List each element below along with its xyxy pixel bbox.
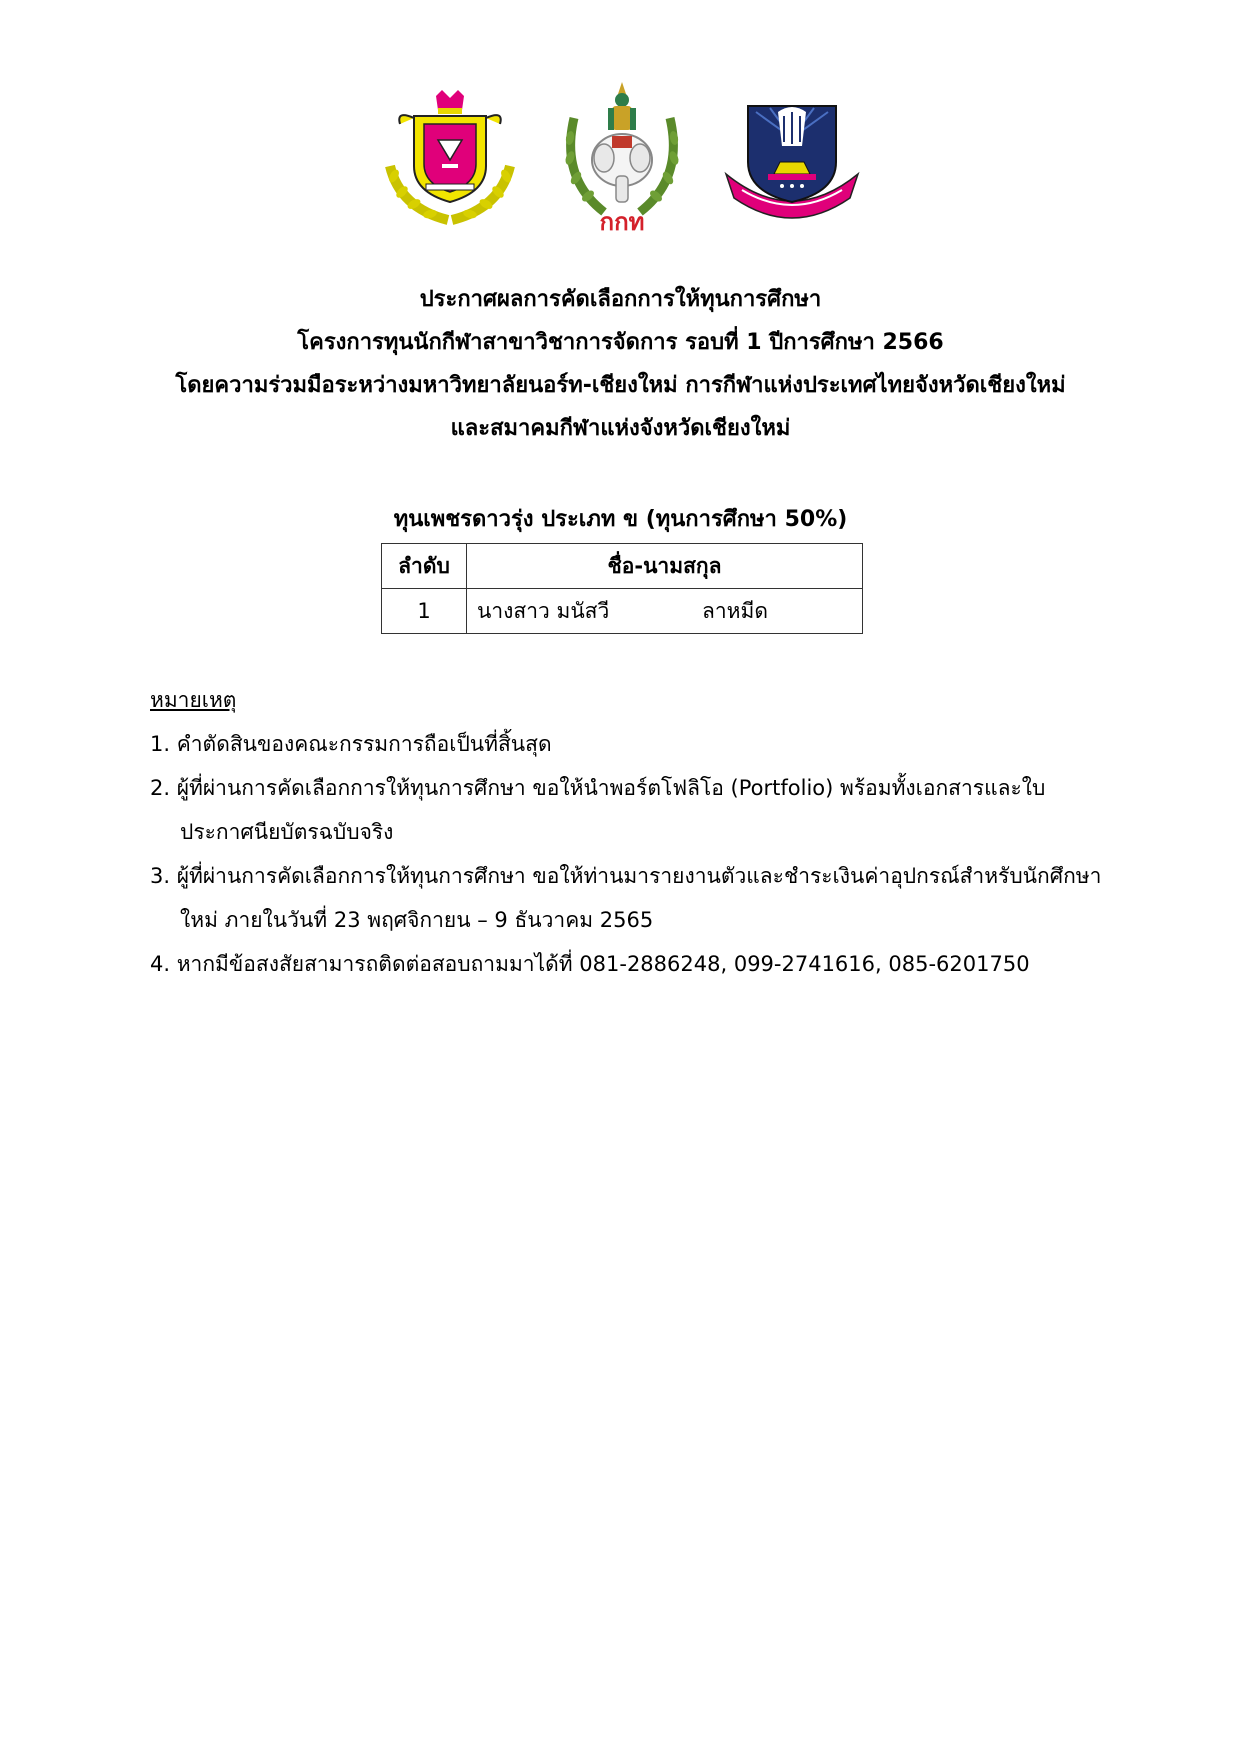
note-item-3: 3. ผู้ที่ผ่านการคัดเลือกการให้ทุนการศึกษา ขอให้ท่านมารายงานตัวและชำระเงินค่าอุปกรณ์สำหรับนักศึกษา xyxy=(150,864,1102,888)
column-header-name: ชื่อ-นามสกุล xyxy=(467,544,863,589)
notes-heading: หมายเหตุ xyxy=(150,688,237,712)
logo-row xyxy=(0,78,1241,238)
scholarship-caption: ทุนเพชรดาวรุ่ง ประเภท ข (ทุนการศึกษา 50%) xyxy=(393,507,848,532)
notes-section xyxy=(150,678,1110,986)
note-item-4: 4. หากมีข้อสงสัยสามารถติดต่อสอบถามมาได้ที่ 081-2886248, 099-2741616, 085-6201750 xyxy=(150,952,1030,976)
student-first-name: นางสาว มนัสวี xyxy=(477,598,610,623)
note-item-2-continued: ประกาศนียบัตรฉบับจริง xyxy=(180,820,394,844)
row-number: 1 xyxy=(382,589,467,634)
title-line-3: โดยความร่วมมือระหว่างมหาวิทยาลัยนอร์ท-เชียงใหม่ การกีฬาแห่งประเทศไทยจังหวัดเชียงใหม่ xyxy=(175,373,1066,398)
university-crest-icon xyxy=(722,98,862,228)
announcement-title xyxy=(0,278,1241,450)
table-header-row xyxy=(382,544,863,589)
table-row xyxy=(382,589,863,634)
sports-authority-emblem-icon xyxy=(560,78,684,238)
royal-emblem-shield-icon xyxy=(380,88,520,228)
column-header-no: ลำดับ xyxy=(382,544,467,589)
title-line-1: ประกาศผลการคัดเลือกการให้ทุนการศึกษา xyxy=(419,287,822,312)
title-line-2: โครงการทุนนักกีฬาสาขาวิชาการจัดการ รอบที่ 1 ปีการศึกษา 2566 xyxy=(297,330,944,355)
student-last-name: ลาหมีด xyxy=(702,598,768,623)
note-item-1: 1. คำตัดสินของคณะกรรมการถือเป็นที่สิ้นสุด xyxy=(150,732,552,756)
student-name xyxy=(467,589,863,634)
scholarship-table xyxy=(381,543,863,634)
title-line-4: และสมาคมกีฬาแห่งจังหวัดเชียงใหม่ xyxy=(450,416,791,441)
svg-text:กกท: กกท xyxy=(599,208,645,236)
note-item-3-continued: ใหม่ ภายในวันที่ 23 พฤศจิกายน – 9 ธันวาคม 2565 xyxy=(180,908,654,932)
note-item-2: 2. ผู้ที่ผ่านการคัดเลือกการให้ทุนการศึกษา ขอให้นำพอร์ตโฟลิโอ (Portfolio) พร้อมทั้งเอกสารและใบ xyxy=(150,776,1046,800)
